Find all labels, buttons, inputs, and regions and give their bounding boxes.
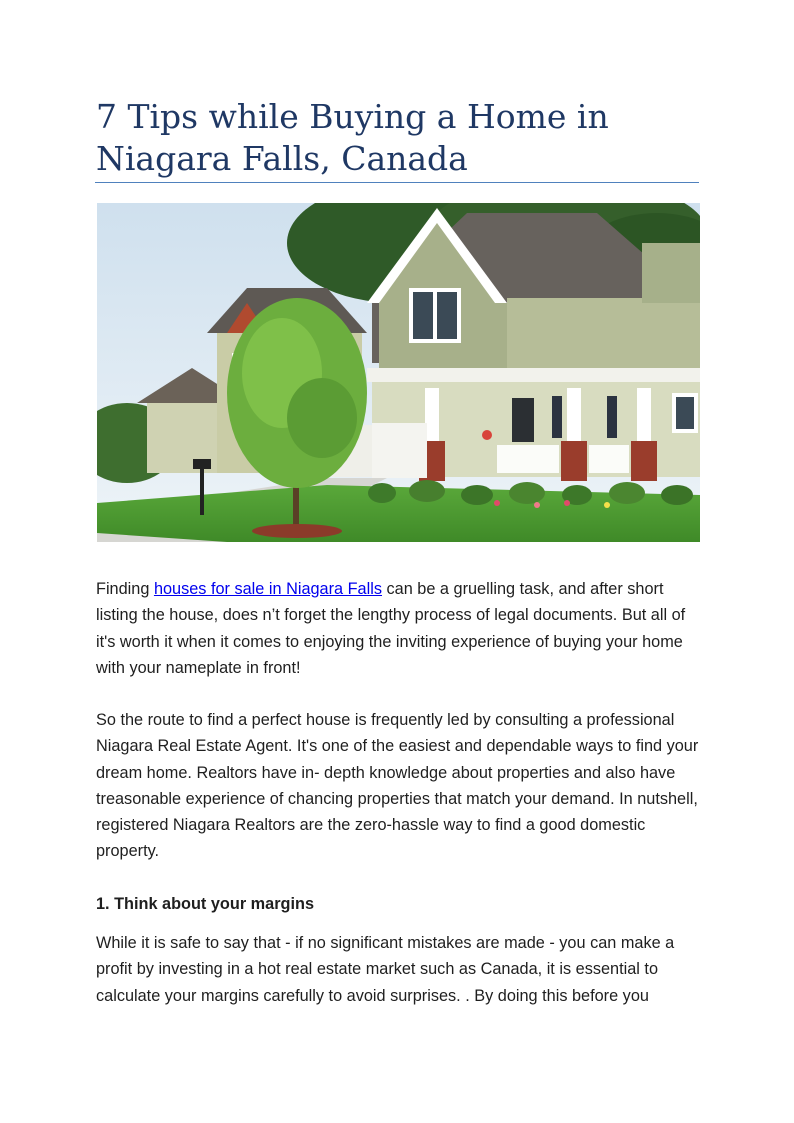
hero-house-photo bbox=[97, 203, 700, 542]
houses-for-sale-link[interactable]: houses for sale in Niagara Falls bbox=[153, 580, 382, 598]
intro-text-before-link: Finding bbox=[96, 580, 154, 598]
section-heading-margins: 1. Think about your margins bbox=[96, 895, 315, 913]
page-title: 7 Tips while Buying a Home in Niagara Falls, Canada bbox=[96, 97, 609, 178]
intro-paragraph bbox=[96, 576, 706, 681]
margins-paragraph: While it is safe to say that - if no significant mistakes are made - you can make a profit by investing in a hot real estate market such as Canada, it is essential to calculate your margins carefully to avoid surprises. . By doing this before you bbox=[96, 934, 675, 1005]
intro-text-after-link: can be a gruelling task, and after short listing the house, does n’t forget the lengthy process of legal documents. But all of it's worth it when it comes to enjoying the inviting experience of buying your home with your nameplate in front! bbox=[96, 580, 686, 677]
title-underline-divider bbox=[95, 182, 699, 183]
realtor-paragraph: So the route to find a perfect house is frequently led by consulting a professional Niagara Real Estate Agent. It's one of the easiest and dependable ways to find your dream home. Realtors have in- depth knowledge about properties and also have treasonable experience of chancing properties that match your demand. In nutshell, registered Niagara Realtors are the zero-hassle way to find a good domestic property. bbox=[96, 711, 699, 861]
